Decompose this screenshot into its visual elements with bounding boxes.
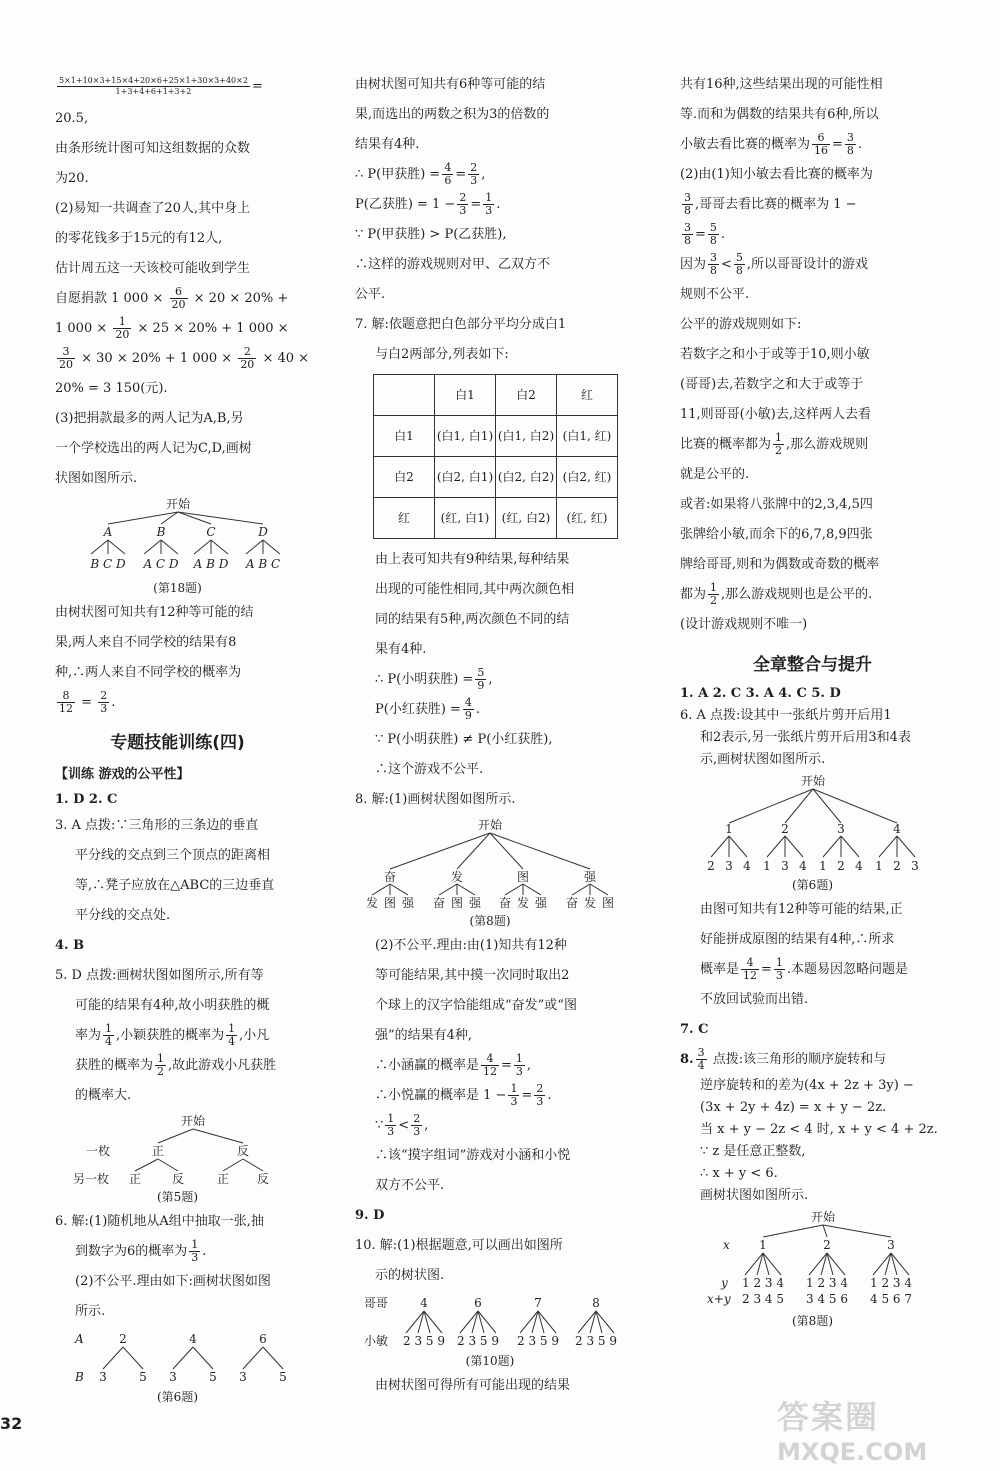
outcome-table	[373, 374, 618, 539]
page-number: 32	[0, 1414, 23, 1433]
tree-leaf: 5	[138, 1370, 147, 1384]
subsection-title: 【训练 游戏的公平性】	[55, 767, 190, 782]
table-header-row: 白1 白2 红	[374, 375, 618, 416]
tree-leaf: 1	[762, 859, 771, 873]
section-title: 专题技能训练(四)	[110, 733, 245, 753]
answer-3: 3. A 点拨:∵三角形的三条边的垂直	[55, 818, 259, 833]
tree-row-label: B	[74, 1370, 84, 1384]
tree-row-label: x	[722, 1238, 730, 1252]
section-title: 全章整合与提升	[753, 655, 872, 675]
tree-leaf-group: A B D	[193, 557, 228, 571]
tree-node: 8	[592, 1296, 600, 1310]
figure-caption: (第6题)	[792, 878, 833, 892]
tree-row-label: 小敏	[364, 1334, 389, 1348]
tree-leaf: 强	[534, 896, 548, 909]
tree-leaf-group: B C D	[89, 557, 126, 571]
tree-leaf: 5	[278, 1370, 287, 1384]
tree-node: 奋	[383, 870, 397, 884]
figure-caption: (第8题)	[469, 914, 511, 928]
tree-leaf: 发	[516, 896, 530, 909]
tree-node: 6	[474, 1296, 482, 1310]
tree-row-label: x+y	[706, 1292, 731, 1306]
formula-line: $\frac{5\times 1+10\times 3+15\times 4+20\times 6+25\times 1+30\times 3+40\times 2}{1+3+4+6+1+3+2}$ =	[59, 76, 263, 96]
tree-diagram-5	[63, 1113, 293, 1185]
tree-row-label: 一枚	[85, 1144, 110, 1158]
tree-node: 1	[724, 822, 733, 836]
tree-sum-group: 4 5 6 7	[869, 1292, 912, 1306]
tree-node: D	[257, 525, 268, 539]
tree-leaf-group: A B C	[245, 557, 280, 571]
tree-root: 开始	[180, 1114, 205, 1128]
tree-leaf: 反	[256, 1172, 269, 1185]
tree-node: 强	[583, 870, 597, 884]
tree-leaf-group: 2 3 5 9	[575, 1334, 617, 1348]
answer-7: 7. 解:依题意把白色部分平均分成白1	[355, 317, 567, 332]
tree-diagram-6	[63, 1329, 293, 1385]
tree-node: 图	[516, 870, 530, 884]
tree-node: 3	[886, 1238, 895, 1252]
tree-row-label: A	[74, 1332, 84, 1346]
tree-leaf: 强	[468, 896, 482, 909]
tree-diagram-10	[360, 1293, 620, 1349]
tree-node: 反	[236, 1144, 249, 1158]
answer-1-2: 1. D 2. C	[55, 792, 118, 807]
tree-node: 2	[822, 1238, 831, 1252]
tree-leaf-group: 1 2 3 4	[805, 1276, 848, 1290]
tree-root: 开始	[165, 497, 190, 511]
tree-node: 7	[534, 1296, 542, 1310]
column-1: $\frac{5\times 1+10\times 3+15\times 4+20\times 6+25\times 1+30\times 3+40\times 2}{1+3+4+6+1+3+2}$ = 20.5, 由条形统计图可知这组数据的众数 为20. (2)易知一共调查了20人,其中身上 的零花钱多于15元的有12人, 估计周五这一天该校可能收到学生 自愿捐款 1 000 × $\frac{6}{20}$ × 20 × 20% + 1 000 × $\frac{1}{20}$ × 25 × 20% + 1 000 × $\frac{3}{20}$ × 30 × 20% + 1 000 × $\frac{2}{20}$ × 40 × 20% = 3 150(元). (3)把捐款最多的两人记为A,B,另 一个学校选出的两人记为C,D,画树 状图如图所示. 开始 A B C D B C D A C D A B D A B C (第18题) 由树状图可知共有12种等可能的结 果,两人来自不同学校的结果有8 种,∴两人来自不同学校的概率为 $\frac{8}{12}$ = $\frac{2}{3}$ . 专题技能训练(四) 【训练 游戏的公平性】 1. D 2. C 3. A 点拨:∵三角形的三条边的垂直 平分线的交点到三个顶点的距离相 等,∴凳子应放在△ABC的三边垂直 平分线的交点处. 4. B 5. D 点拨:画树状图如图所示,所有等 可能的结果有4种,故小明获胜的概 率为 $\frac{1}{4}$ ,小颖获胜的概率为 $\frac{1}{4}$ ,小凡 获胜的概率为 $\frac{1}{2}$ ,故此游戏小凡获胜 的概率大. 开始 一枚 正 反 另一枚 正 反 正 反 (第5题) 6. 解:(1)随机地从A组中抽取一张,抽 到数字为6的概率为 $\frac{1}{3}$ . (2)不公平.理由如下:画树状图如图 所示. A 2 4 6 B 3 5 3 5 3 5 (第6题)	[55, 70, 300, 1407]
tree-leaf-group: 1 2 3 4	[741, 1276, 784, 1290]
tree-leaf: 5	[208, 1370, 217, 1384]
tree-leaf: 3	[238, 1370, 247, 1384]
answer-10: 10. 解:(1)根据题意,可以画出如图所	[355, 1238, 563, 1253]
figure-caption: (第8题)	[792, 1314, 833, 1328]
answer-9: 9. D	[355, 1208, 385, 1223]
tree-leaf: 3	[168, 1370, 177, 1384]
tree-node: A	[103, 525, 112, 539]
tree-leaf: 3	[910, 859, 919, 873]
tree-leaf-group: 2 3 5 9	[403, 1334, 445, 1348]
tree-node: 4	[188, 1332, 197, 1346]
tree-leaf-group: 1 2 3 4	[869, 1276, 912, 1290]
answer-8: 8. $\frac{3}{4}$ 点拨:该三角形的顺序旋转和与	[680, 1046, 887, 1072]
tree-leaf: 反	[171, 1172, 184, 1185]
tree-leaf: 2	[836, 859, 845, 873]
tree-leaf: 正	[216, 1172, 229, 1185]
tree-leaf: 奋	[498, 896, 512, 909]
tree-leaf-group: 2 3 5 9	[517, 1334, 559, 1348]
tree-leaf: 发	[365, 896, 379, 909]
tree-leaf: 图	[601, 896, 615, 909]
answer-8: 8. 解:(1)画树状图如图所示.	[355, 792, 516, 807]
figure-caption: (第10题)	[465, 1354, 515, 1368]
tree-node: 6	[258, 1332, 267, 1346]
tree-leaf: 正	[128, 1172, 141, 1185]
tree-row-label: y	[720, 1276, 728, 1290]
tree-leaf-group: A C D	[142, 557, 179, 571]
table-row: 红 (红, 白1) (红, 白2) (红, 红)	[374, 498, 618, 539]
tree-diagram-6b	[693, 773, 933, 873]
tree-node: 4	[420, 1296, 428, 1310]
tree-leaf: 1	[874, 859, 883, 873]
tree-leaf: 3	[98, 1370, 107, 1384]
tree-diagram-18	[63, 496, 293, 576]
weighted-mean-fraction: $\frac{5\times 1+10\times 3+15\times 4+20\times 6+25\times 1+30\times 3+40\times 2}{1+3+4+6+1+3+2}$	[59, 76, 248, 96]
tree-leaf: 2	[892, 859, 901, 873]
tree-leaf: 奋	[432, 896, 446, 909]
watermark-url: MXQE.COM	[777, 1438, 928, 1466]
answer-6: 6. A 点拨:设其中一张纸片剪开后用1	[680, 708, 892, 723]
tree-node: 2	[118, 1332, 127, 1346]
answer-6: 6. 解:(1)随机地从A组中抽取一张,抽	[55, 1214, 264, 1229]
tree-node: 3	[836, 822, 845, 836]
tree-root: 开始	[810, 1210, 835, 1224]
tree-node: 正	[151, 1144, 164, 1158]
tree-leaf: 发	[583, 896, 597, 909]
tree-leaf: 2	[706, 859, 715, 873]
tree-leaf: 图	[450, 896, 464, 909]
tree-leaf: 4	[854, 859, 863, 873]
answer-7: 7. C	[680, 1022, 709, 1037]
watermark	[777, 1392, 982, 1466]
tree-node: 4	[892, 822, 901, 836]
tree-row-label: 哥哥	[364, 1296, 389, 1310]
column-2: 由树状图可知共有6种等可能的结 果,而选出的两数之积为3的倍数的 结果有4种. ∴ P(甲获胜) = $\frac{4}{6}$ = $\frac{2}{3}$ , P(乙获胜) = 1 − $\frac{2}{3}$ = $\frac{1}{3}$ . ∵ P(甲获胜) > P(乙获胜), ∴这样的游戏规则对甲、乙双方不 公平. 7. 解:依题意把白色部分平均分成白1 与白2两部分,列表如下: 白1 白2 红 白1 (白1, 白1) (白1, 白2) (白1, 红) 白2 (白2, 白1) (白2, 白2) (白2, 红) 红 (红, 白1) (红, 白2) (红, 红) 由上表可知共有9种结果,每种结果 出现的可能性相同,其中两次颜色相 同的结果有5种,两次颜色不同的结 果有4种. ∴ P(小明获胜) = $\frac{5}{9}$ , P(小红获胜) = $\frac{4}{9}$ . ∵ P(小明获胜) ≠ P(小红获胜), ∴这个游戏不公平. 8. 解:(1)画树状图如图所示. 开始 奋 发 图 强 发 图 强 奋 图 强 奋 发 强 奋 发 图 (第8题) (2)不公平.理由:由(1)知共有12种 等可能结果,其中摸一次同时取出2 个球上的汉字恰能组成“奋发”或“图 强”的结果有4种, ∴小涵赢的概率是 $\frac{4}{12}$ = $\frac{1}{3}$ , ∴小悦赢的概率是 1 − $\frac{1}{3}$ = $\frac{2}{3}$ . ∵ $\frac{1}{3}$ < $\frac{2}{3}$ , ∴该“摸字组词”游戏对小涵和小悦 双方不公平. 9. D 10. 解:(1)根据题意,可以画出如图所 示的树状图. 哥哥 4 6 7 8 小敏 2 3 5 9 2 3 5 9 2 3 5 9 2 3 5 9 (第10题) 由树状图可得所有可能出现的结果	[355, 70, 625, 1401]
tree-sum-group: 3 4 5 6	[805, 1292, 848, 1306]
answer-4: 4. B	[55, 938, 85, 953]
tree-sum-group: 2 3 4 5	[741, 1292, 784, 1306]
tree-leaf: 4	[742, 859, 751, 873]
figure-caption: (第5题)	[157, 1190, 198, 1204]
tree-node: C	[205, 525, 216, 539]
tree-leaf: 1	[818, 859, 827, 873]
figure-caption: (第18题)	[153, 581, 202, 595]
tree-leaf: 3	[780, 859, 789, 873]
watermark-logo: 答案圈	[777, 1398, 880, 1436]
tree-leaf: 3	[724, 859, 733, 873]
column-3: 共有16种,这些结果出现的可能性相 等.而和为偶数的结果共有6种,所以 小敏去看比赛的概率为 $\frac{6}{16}$ = $\frac{3}{8}$ . (2)由(1)知小敏去看比赛的概率为 $\frac{3}{8}$ ,哥哥去看比赛的概率为 1 − $\frac{3}{8}$ = $\frac{5}{8}$ . 因为 $\frac{3}{8}$ < $\frac{5}{8}$ ,所以哥哥设计的游戏 规则不公平. 公平的游戏规则如下: 若数字之和小于或等于10,则小敏 (哥哥)去,若数字之和大于或等于 11,则哥哥(小敏)去,这样两人去看 比赛的概率都为 $\frac{1}{2}$ ,那么游戏规则 就是公平的. 或者:如果将八张牌中的2,3,4,5四 张牌给小敏,而余下的6,7,8,9四张 牌给哥哥,则和为偶数或奇数的概率 都为 $\frac{1}{2}$ ,那么游戏规则也是公平的. (设计游戏规则不唯一) 全章整合与提升 1. A 2. C 3. A 4. C 5. D 6. A 点拨:设其中一张纸片剪开后用1 和2表示,另一张纸片剪开后用3和4表 示,画树状图如图所示. 开始 1 2 3 4 2 3 4 1 3 4 1 2 4 1 2 3 (第6题) 由图可知共有12种等可能的结果,正 好能拼成原图的结果有4种,∴所求 概率是 $\frac{4}{12}$ = $\frac{1}{3}$ .本题易因忽略问题是 不放回试验而出错. 7. C 8. $\frac{3}{4}$ 点拨:该三角形的顺序旋转和与 逆序旋转和的差为(4x + 2z + 3y) − (3x + 2y + 4z) = x + y − 2z. 当 x + y − 2z < 4 时, x + y < 4 + 2z. ∵ z 是任意正整数, ∴ x + y < 6. 画树状图如图所示. 开始 x 1 2 3 y 1 2 3 4 1 2 3 4 1 2 3 4 x+y 2 3 4 5 3 4 5 6 4 5 6 7 (第8题)	[680, 70, 945, 1331]
answers-1-5: 1. A 2. C 3. A 4. C 5. D	[680, 686, 841, 701]
tree-node: 1	[758, 1238, 767, 1252]
tree-diagram-8	[360, 817, 620, 909]
tree-node: 发	[450, 870, 464, 884]
tree-root: 开始	[477, 818, 503, 832]
tree-diagram-8b	[693, 1209, 933, 1309]
tree-leaf: 图	[383, 896, 397, 909]
tree-leaf: 奋	[565, 896, 579, 909]
figure-caption: (第6题)	[157, 1390, 198, 1404]
tree-leaf-group: 2 3 5 9	[457, 1334, 499, 1348]
tree-node: B	[156, 525, 165, 539]
table-row: 白2 (白2, 白1) (白2, 白2) (白2, 红)	[374, 457, 618, 498]
tree-leaf: 强	[401, 896, 415, 909]
tree-node: 2	[780, 822, 789, 836]
tree-row-label: 另一枚	[72, 1172, 109, 1185]
table-row: 白1 (白1, 白1) (白1, 白2) (白1, 红)	[374, 416, 618, 457]
tree-root: 开始	[800, 774, 825, 788]
answer-5: 5. D 点拨:画树状图如图所示,所有等	[55, 968, 264, 983]
tree-leaf: 4	[798, 859, 807, 873]
